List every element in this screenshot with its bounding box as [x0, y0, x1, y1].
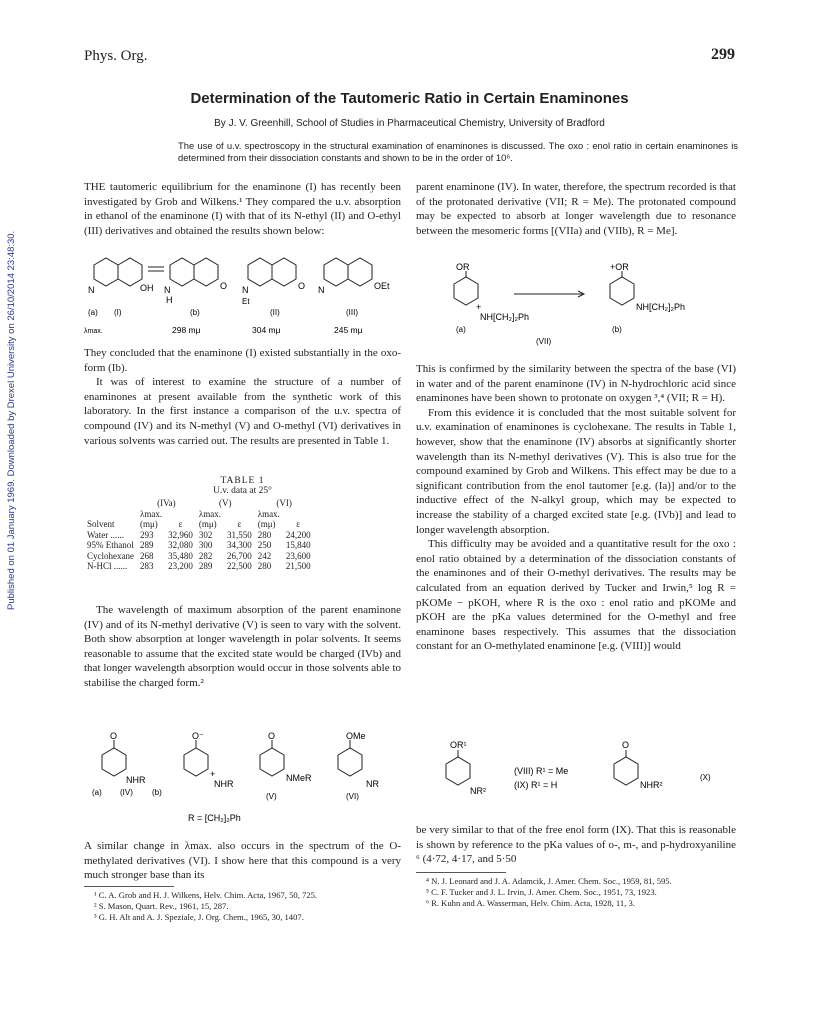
left-paragraphs-2-3 — [84, 346, 401, 448]
table-cell: 15,840 — [285, 540, 311, 550]
table-cell: 289 — [198, 561, 213, 571]
atom-plus: + — [476, 302, 482, 312]
article-byline: By J. V. Greenhill, School of Studies in Pharmaceutical Chemistry, University of Bradford — [214, 118, 605, 129]
table-cell: 35,480 — [168, 550, 193, 561]
page-number: 299 — [711, 46, 735, 63]
group-v: (V) — [219, 498, 232, 508]
table-cell: 242 — [257, 550, 272, 561]
table-cell: Cyclohexane — [87, 550, 134, 561]
table-cell: 289 — [139, 540, 154, 550]
group-vi: (VI) — [276, 498, 292, 508]
article-title: Determination of the Tautomeric Ratio in Certain Enaminones — [190, 90, 629, 107]
atom-or: OR — [456, 262, 470, 272]
footnote-3: ³ G. H. Alt and A. J. Speziale, J. Org. Chem., 1965, 30, 1407. — [94, 912, 304, 922]
table-cell: 23,200 — [168, 561, 193, 571]
scheme-1-structures — [84, 247, 401, 339]
table-cell: Water ...... — [87, 529, 125, 540]
right-footnotes — [416, 872, 736, 909]
group-iva: (IVa) — [157, 498, 176, 508]
lambda-head: λmax. — [198, 508, 221, 519]
atom-o: O — [110, 731, 118, 741]
similar-paragraph: be very similar to that of the free enol form (IX). That this is reasonable is shown by reference to the pKa values of o-, m-, and p-hydroxyaniline ⁶ (4·72, 4·17, and 5·50 — [416, 824, 736, 866]
left-paragraph-1 — [84, 180, 401, 238]
atom-o: O — [220, 281, 228, 291]
uv-data-table — [84, 498, 314, 572]
atom-oh: OH — [140, 283, 154, 293]
table-cell: 32,080 — [168, 540, 193, 550]
wavelength-paragraph: The wavelength of maximum absorption of the parent enaminone (IV) and of its N-methyl derivative (V) is seen to vary with the solvent. Both show absorption at longer wavelength in polar solvents. It seems reasonable to assume that the excited state would be charged (IVb) and that longer wavelength absorption would occur in those solvents able to stabilise the charged form.² — [84, 604, 401, 689]
difficulty-paragraph: This difficulty may be avoided and a quantitative result for the oxo : enol ratio obtained by a determination of the dissociation constants of the enaminones and of their O-methyl derivatives. The results may be calculated from an equation derived by Tucker and Irwin,⁵ log R = pKOMe − pKOH, where R is the oxo : enol ratio and pKOMe and pKOH are the pKa values determined for the O-methyl and free enaminone bases respectively. This assumes that the dissociation constant for an O-methylated enaminone [e.g. (VIII)] would — [416, 538, 736, 653]
confirmed-paragraph: This is confirmed by the similarity between the spectra of the base (VI) in water and of the parent enaminone (IV) in N-hydrochloric acid since enaminones have been shown to protonate on oxygen ³,⁴ (VII; R = H). — [416, 363, 736, 405]
table-cell: 34,300 — [226, 540, 252, 550]
unit-head: (mμ) — [139, 519, 158, 529]
atom-o: O — [622, 740, 630, 750]
left-paragraph-4 — [84, 603, 401, 691]
footnote-2: ² S. Mason, Quart. Rev., 1961, 15, 287. — [94, 901, 229, 911]
atom-n: N — [88, 285, 95, 295]
unit-head: (mμ) — [257, 519, 276, 529]
journal-section: Phys. Org. — [84, 48, 148, 64]
footnote-5: ⁵ C. F. Tucker and J. L. Irvin, J. Amer. Chem. Soc., 1951, 73, 1923. — [426, 887, 657, 897]
label-v: (V) — [266, 792, 277, 801]
table-cell: 23,600 — [285, 550, 311, 561]
table-cell: 250 — [257, 540, 272, 550]
publication-sidebar-link[interactable]: Published on 01 January 1969. Downloaded by Drexel University on 26/10/2014 23:48:30. — [6, 230, 17, 610]
label-iii: (III) — [346, 308, 358, 317]
label-b: (b) — [152, 788, 162, 797]
table-cell: 22,500 — [226, 561, 252, 571]
atom-nr2: NR² — [470, 786, 486, 796]
table-head-row-1 — [84, 509, 314, 520]
table-cell: 283 — [139, 561, 154, 571]
conclusion-paragraph: They concluded that the enaminone (I) existed substantially in the oxo-form (Ib). — [84, 347, 401, 374]
interest-paragraph: It was of interest to examine the structure of a number of enaminones at present available from the synthetic work of this laboratory. In the first instance a comparison of the u.v. spectra of compound (IV) and its N-methyl (V) and O-methyl (VI) derivatives in various solvents was carried out. The results are presented in Table 1. — [84, 376, 401, 447]
footnote-1: ¹ C. A. Grob and H. J. Wilkens, Helv. Chim. Acta, 1967, 50, 725. — [94, 890, 318, 900]
parent-enaminone-paragraph: parent enaminone (IV). In water, therefore, the spectrum recorded is that of the protonated derivative (VII; R = Me). The protonated compound may be expected to absorb at longer wavelength due to resonance between the mesomeric forms [(VIIa) and (VIIb), R = Me]. — [416, 181, 736, 237]
table-group-row — [84, 498, 314, 509]
label-b: (b) — [612, 325, 622, 334]
r-definition: R = [CH₂]₂Ph — [188, 813, 241, 823]
atom-plus: + — [210, 769, 216, 779]
table-cell: 280 — [257, 561, 272, 571]
atom-o: O — [298, 281, 306, 291]
right-paragraph-5 — [416, 823, 736, 867]
label-vii: (VII) — [536, 337, 552, 346]
right-paragraph-1 — [416, 180, 736, 238]
footnote-4: ⁴ N. J. Leonard and J. A. Adamcik, J. Amer. Chem. Soc., 1959, 81, 595. — [426, 876, 672, 886]
label-ib: (b) — [190, 308, 200, 317]
atom-n: N — [242, 285, 249, 295]
table-row — [84, 530, 314, 541]
atom-n: N — [318, 285, 325, 295]
table-cell: 24,200 — [285, 529, 311, 540]
atom-oet: OEt — [374, 281, 390, 291]
table-cell: 32,960 — [168, 529, 193, 540]
table-subtitle: U.v. data at 25° — [213, 486, 272, 496]
right-paragraphs-2-4 — [416, 362, 736, 654]
methylated-paragraph: A similar change in λmax. also occurs in the spectrum of the O-methylated derivatives (VI). I show here that this compound is a very much stronger base than its — [84, 840, 401, 882]
table-cell: 268 — [139, 550, 154, 561]
table-row — [84, 551, 314, 562]
label-vi: (VI) — [346, 792, 359, 801]
table-1 — [84, 476, 401, 572]
table-cell: 95% Ethanol — [87, 540, 134, 550]
atom-o: O — [268, 731, 276, 741]
lambda-value-2: 304 mμ — [252, 325, 281, 335]
footnote-6: ⁶ R. Kuhn and A. Wasserman, Helv. Chim. Acta, 1928, 11, 3. — [426, 898, 635, 908]
eps-head: ε — [178, 519, 183, 529]
footnote-rule — [416, 872, 506, 873]
atom-or1: OR¹ — [450, 740, 467, 750]
label-iv: (IV) — [120, 788, 133, 797]
intro-paragraph: THE tautomeric equilibrium for the enaminone (I) has recently been investigated by Grob and Wilkens.¹ They compared the u.v. absorption in ethanol of the enaminone (I) with that of its N-ethyl (II) and O-ethyl (III) derivatives and obtained the results shown below: — [84, 181, 401, 237]
label-ix: (IX) R¹ = H — [514, 780, 558, 790]
label-ii: (II) — [270, 308, 280, 317]
table-cell: 21,500 — [285, 561, 311, 571]
atom-nhr2: NHR² — [640, 780, 663, 790]
atom-nhr: NHR — [214, 779, 234, 789]
label-i: (I) — [114, 308, 122, 317]
unit-head: (mμ) — [198, 519, 217, 529]
table-head-row-2 — [84, 519, 314, 530]
table-cell: 300 — [198, 540, 213, 550]
table-cell: 282 — [198, 550, 213, 561]
eps-head: ε — [237, 519, 242, 529]
label-ia: (a) — [88, 308, 98, 317]
table-cell: 302 — [198, 529, 213, 540]
label-a: (a) — [456, 325, 466, 334]
atom-nh-chain: NH[CH₂]₂Ph — [480, 312, 529, 322]
lambda-head: λmax. — [139, 508, 163, 519]
table-title: TABLE 1 — [220, 476, 265, 486]
left-footnotes — [84, 886, 401, 923]
atom-nmer: NMeR — [286, 773, 312, 783]
table-cell: 293 — [139, 529, 154, 540]
lambda-value-3: 245 mμ — [334, 325, 363, 335]
article-abstract: The use of u.v. spectroscopy in the structural examination of enaminones is discussed. The oxo : enol ratio in certain enaminones is determined from their dissociation constants and shown to be in the order of 10⁶. — [178, 140, 738, 163]
table-row — [84, 561, 314, 572]
atom-nh-chain: NH[CH₂]₂Ph — [636, 302, 685, 312]
table-cell: 280 — [257, 529, 272, 540]
label-viii: (VIII) R¹ = Me — [514, 766, 569, 776]
footnote-rule — [84, 886, 174, 887]
lambda-label: λmax. — [84, 328, 103, 335]
left-paragraph-5 — [84, 839, 401, 883]
atom-plus-or: +OR — [610, 262, 629, 272]
atom-n: N — [164, 285, 171, 295]
table-cell: N-HCl ...... — [87, 561, 128, 571]
lambda-head: λmax. — [257, 508, 280, 519]
table-cell: 26,700 — [226, 550, 252, 561]
scheme-4-structures — [416, 738, 736, 818]
table-row — [84, 540, 314, 551]
scheme-3-structures — [416, 262, 736, 352]
eps-head: ε — [296, 519, 301, 529]
atom-o-minus: O⁻ — [192, 731, 204, 741]
atom-nr: NR — [366, 779, 379, 789]
evidence-paragraph: From this evidence it is concluded that the most suitable solvent for u.v. examination of enaminones is cyclohexane. The results in Table 1, however, show that the enaminone (IV) absorbs at significantly shorter wavelength than its N-methyl derivatives (V). This is also true for the compound examined by Grob and Wilkens. This effect may be due to a significant contribution from the enol tautomer [e.g. (Ia)] and/or to the inductive effect of the N-alkyl group, which may be expected to increase the stability of a charged excited state [e.g. (IVb)] and lead to longer wavelength absorption. — [416, 406, 736, 536]
label-x: (X) — [700, 773, 711, 782]
atom-nhr: NHR — [126, 775, 146, 785]
atom-ome: OMe — [346, 731, 366, 741]
solvent-head: Solvent — [87, 519, 115, 529]
scheme-2-structures — [84, 733, 401, 833]
atom-et: Et — [242, 297, 250, 306]
lambda-value-1: 298 mμ — [172, 325, 201, 335]
atom-h: H — [166, 295, 173, 305]
label-a: (a) — [92, 788, 102, 797]
table-cell: 31,550 — [226, 529, 252, 540]
